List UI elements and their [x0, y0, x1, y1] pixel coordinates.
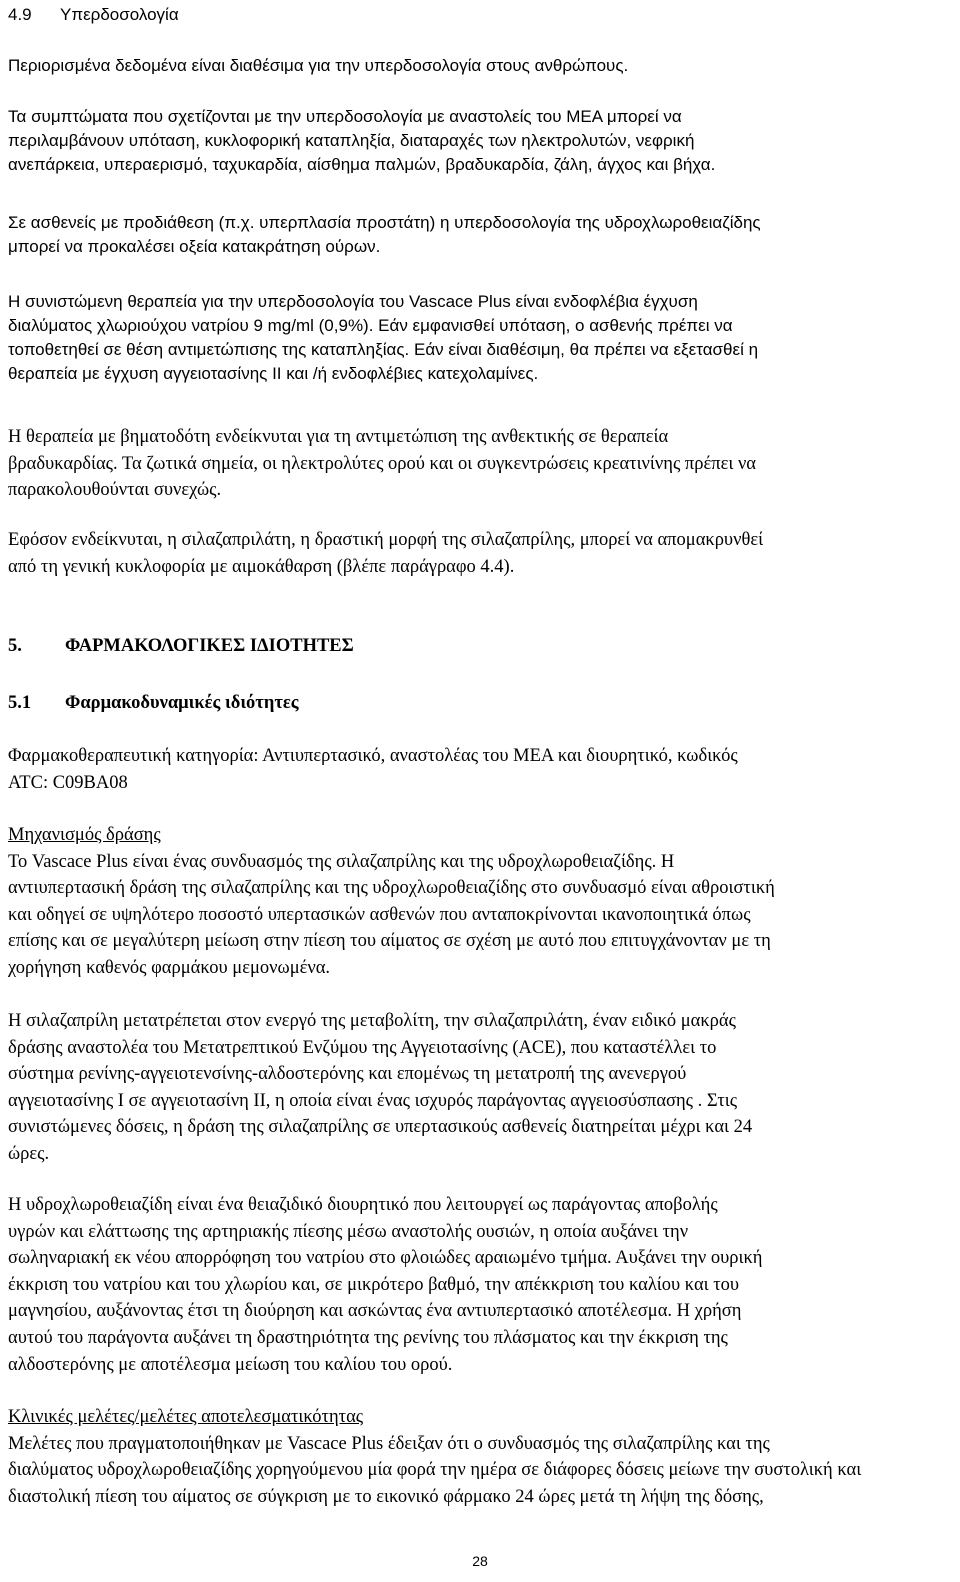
text-line: παρακολουθούνται συνεχώς. — [8, 480, 222, 501]
subheading-clinical-studies: Κλινικές μελέτες/μελέτες αποτελεσματικότητας — [8, 1407, 364, 1427]
text-line: έκκριση του νατρίου και του χλωρίου και, σε μικρότερο βαθμό, την απέκκριση του καλίου και του — [8, 1274, 740, 1295]
text-line: επίσης και σε μεγαλύτερη μείωση στην πίεση του αίματος σε σχέση με αυτό που επιτυγχάνονταν με τη — [8, 931, 771, 952]
paragraph-mechanism — [8, 822, 956, 982]
text-line: Εφόσον ενδείκνυται, η σιλαζαπριλάτη, η δραστική μορφή της σιλαζαπρίλης, μπορεί να απομακρυνθεί — [8, 530, 764, 550]
text-line: Φαρμακοθεραπευτική κατηγορία: Αντιυπερτασικό, αναστολέας του ΜΕΑ και διουρητικό, κωδικός — [8, 746, 738, 766]
text-line: από τη γενική κυκλοφορία με αιμοκάθαρση (βλέπε παράγραφο 4.4). — [8, 556, 515, 577]
paragraph-pacemaker — [8, 424, 956, 504]
text-line: δράσης αναστολέα του Μετατρεπτικού Ενζύμου της Αγγειοτασίνης (ACE), που καταστέλλει το — [8, 1037, 717, 1058]
text-line: Τα συμπτώματα που σχετίζονται με την υπερδοσολογία με αναστολείς του ΜΕΑ μπορεί να — [8, 107, 682, 126]
paragraph-hydrochlorothiazide — [8, 1192, 956, 1378]
text-line: ώρες. — [8, 1143, 50, 1164]
subheading-mechanism: Μηχανισμός δράσης — [8, 825, 161, 845]
section-number: 4.9 — [8, 5, 32, 24]
paragraph-urinary-retention — [8, 211, 956, 259]
text-line: ανεπάρκεια, υπεραερισμό, ταχυκαρδία, αίσθημα παλμών, βραδυκαρδία, ζάλη, άγχος και βήχα. — [8, 155, 716, 174]
text-line: χορήγηση καθενός φαρμάκου μεμονωμένα. — [8, 957, 331, 978]
text-line: σωληναριακή εκ νέου απορρόφηση του νατρίου στο φλοιώδες αραιωμένο τμήμα. Αυξάνει την ουρική — [8, 1248, 763, 1269]
text-line: τοποθετηθεί σε θέση αντιμετώπισης της καταπληξίας. Εάν είναι διαθέσιμη, θα πρέπει να εξετασθεί η — [8, 340, 759, 359]
section-heading-4-9 — [8, 3, 179, 27]
section-heading-5 — [8, 633, 354, 660]
text-line: μπορεί να προκαλέσει οξεία κατακράτηση ούρων. — [8, 237, 381, 256]
paragraph-limited-data — [8, 54, 956, 78]
section-title: Φαρμακοδυναμικές ιδιότητες — [65, 693, 299, 713]
text-line: Σε ασθενείς με προδιάθεση (π.χ. υπερπλασία προστάτη) η υπερδοσολογία της υδροχλωροθειαζίδης — [8, 213, 761, 232]
text-line: Η υδροχλωροθειαζίδη είναι ένα θειαζιδικό διουρητικό που λειτουργεί ως παράγοντας αποβολής — [8, 1195, 718, 1215]
section-title: Υπερδοσολογία — [60, 5, 179, 24]
paragraph-hemodialysis — [8, 527, 956, 580]
section-heading-5-1 — [8, 690, 299, 717]
text-line: περιλαμβάνουν υπόταση, κυκλοφορική καταπληξία, διαταραχές των ηλεκτρολυτών, νεφρική — [8, 131, 695, 150]
paragraph-cilazapril — [8, 1008, 956, 1168]
text-line: αντιυπερτασική δράση της σιλαζαπρίλης και της υδροχλωροθειαζίδης στο συνδυασμό είναι αθροιστική — [8, 878, 775, 899]
section-number: 5. — [8, 636, 22, 656]
text-line: αγγειοτασίνης Ι σε αγγειοτασίνη ΙΙ, η οποία είναι ένας ισχυρός παράγοντας αγγειοσύσπασης . Στις — [8, 1090, 738, 1111]
text-line: αυτού του παράγοντα αυξάνει τη δραστηριότητα της ρενίνης του πλάσματος και την έκκριση της — [8, 1327, 728, 1348]
text-line: Η σιλαζαπρίλη μετατρέπεται στον ενεργό της μεταβολίτη, την σιλαζαπριλάτη, έναν ειδικό μακράς — [8, 1011, 736, 1031]
text-line: θεραπεία με έγχυση αγγειοτασίνης ΙΙ και /ή ενδοφλέβιες κατεχολαμίνες. — [8, 364, 539, 383]
text-line: διαλύματος υδροχλωροθειαζίδης χορηγούμενου μία φορά την ημέρα σε διάφορες δόσεις μείωνε την συστολική και — [8, 1460, 862, 1481]
text-line: ATC: C09BA08 — [8, 772, 128, 793]
page-number: 28 — [472, 1553, 488, 1569]
text-line: διαστολική πίεση του αίματος σε σύγκριση με το εικονικό φάρμακο 24 ώρες μετά τη λήψη της δόσης, — [8, 1486, 764, 1507]
text-line: διαλύματος χλωριούχου νατρίου 9 mg/ml (0,9%). Εάν εμφανισθεί υπόταση, ο ασθενής πρέπει να — [8, 316, 733, 335]
paragraph-symptoms — [8, 105, 956, 177]
text-line: σύστημα ρενίνης-αγγειοτενσίνης-αλδοστερόνης και επομένως τη μετατροπή της ανενεργού — [8, 1064, 687, 1085]
text-line: Μελέτες που πραγματοποιήθηκαν με Vascace Plus έδειξαν ότι ο συνδυασμός της σιλαζαπρίλης και της — [8, 1433, 770, 1454]
paragraph-clinical-studies — [8, 1404, 956, 1510]
text-line: Το Vascace Plus είναι ένας συνδυασμός της σιλαζαπρίλης και της υδροχλωροθειαζίδης. Η — [8, 851, 675, 872]
text-line: Η θεραπεία με βηματοδότη ενδείκνυται για τη αντιμετώπιση της ανθεκτικής σε θεραπεία — [8, 427, 669, 447]
text-line: υγρών και ελάττωσης της αρτηριακής πίεσης μέσω αναστολής ουσιών, η οποία αυξάνει την — [8, 1221, 689, 1242]
text-line: Η συνιστώμενη θεραπεία για την υπερδοσολογία του Vascace Plus είναι ενδοφλέβια έγχυση — [8, 292, 698, 311]
section-title: ΦΑΡΜΑΚΟΛΟΓΙΚΕΣ ΙΔΙΟΤΗΤΕΣ — [65, 636, 354, 656]
text-line: μαγνησίου, αυξάνοντας έτσι τη διούρηση και ασκώντας ένα αντιυπερτασικό αποτέλεσμα. Η χρήση — [8, 1301, 742, 1322]
paragraph-atc — [8, 743, 956, 796]
text-line: Περιορισμένα δεδομένα είναι διαθέσιμα για την υπερδοσολογία στους ανθρώπους. — [8, 56, 629, 75]
text-line: συνιστώμενες δόσεις, η δράση της σιλαζαπρίλης σε υπερτασικούς ασθενείς διατηρείται μέχρι και 24 — [8, 1117, 753, 1138]
text-line: βραδυκαρδίας. Τα ζωτικά σημεία, οι ηλεκτρολύτες ορού και οι συγκεντρώσεις κρεατινίνης πρέπει να — [8, 453, 757, 474]
paragraph-treatment — [8, 290, 956, 386]
text-line: αλδοστερόνης με αποτέλεσμα μείωση του καλίου του ορού. — [8, 1354, 453, 1375]
section-number: 5.1 — [8, 693, 32, 713]
text-line: και οδηγεί σε υψηλότερο ποσοστό υπερτασικών ασθενών που ανταποκρίνονται ικανοποιητικά όπως — [8, 904, 751, 925]
